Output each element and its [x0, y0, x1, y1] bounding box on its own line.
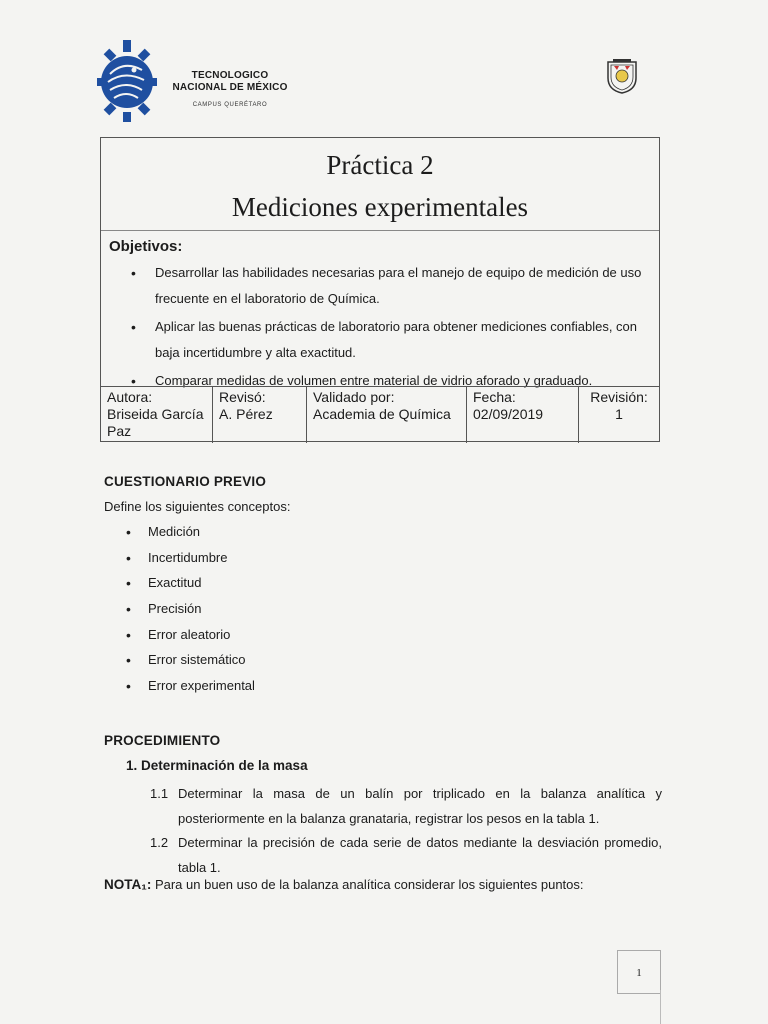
- validated-label: Validado por:: [313, 389, 395, 405]
- date-cell: [467, 387, 579, 443]
- document-metadata-table: [101, 386, 659, 443]
- step-1-1: [150, 781, 662, 831]
- step-1-2-number: 1.2: [150, 835, 169, 850]
- concept-item: • Incertidumbre: [120, 547, 255, 573]
- institution-name: [160, 70, 300, 108]
- institution-line-2: NACIONAL DE MÉXICO: [172, 82, 288, 93]
- reviewed-label: Revisó:: [219, 389, 266, 405]
- page-number: 1: [617, 950, 661, 994]
- objective-item: • Desarrollar las habilidades necesarias para el manejo de equipo de medición de uso frecuente en el laboratorio de Química.: [127, 260, 657, 312]
- questionnaire-intro: Define los siguientes conceptos:: [104, 499, 291, 514]
- procedure-heading: PROCEDIMIENTO: [104, 733, 221, 748]
- questionnaire-heading: CUESTIONARIO PREVIO: [104, 474, 267, 489]
- campus-name: CAMPUS QUERÉTARO: [192, 102, 268, 108]
- author-value: Briseida García Paz: [107, 406, 204, 439]
- objectives-heading: Objetivos:: [109, 238, 183, 255]
- header-divider: [101, 230, 659, 231]
- revision-value: 1: [615, 406, 623, 422]
- date-label: Fecha:: [473, 389, 516, 405]
- objective-item: • Comparar medidas de volumen entre material de vidrio aforado y graduado.: [127, 368, 657, 394]
- margin-line: [660, 990, 661, 1024]
- concept-item: • Medición: [120, 521, 255, 547]
- note-label: NOTA₁:: [104, 877, 152, 892]
- step-1-title: 1. Determinación de la masa: [126, 758, 308, 773]
- campus-crest-logo: [605, 56, 639, 94]
- practice-number: Práctica 2: [326, 150, 434, 180]
- reviewed-value: A. Pérez: [219, 406, 273, 422]
- practice-header-box: [100, 137, 660, 442]
- step-1-1-number: 1.1: [150, 786, 169, 801]
- date-value: 02/09/2019: [473, 406, 544, 422]
- note-1: [104, 877, 584, 892]
- concept-item: • Error aleatorio: [120, 624, 255, 650]
- step-1-1-text: Determinar la masa de un balín por triplicado en la balanza analítica y posteriormente en la balanza granataria, registrar los pesos en la tabla 1.: [178, 786, 662, 826]
- concept-item: • Precisión: [120, 598, 255, 624]
- institution-line-1: TECNOLOGICO: [191, 70, 269, 81]
- validated-value: Academia de Química: [313, 406, 451, 422]
- concept-item: • Error sistemático: [120, 649, 255, 675]
- concept-item: • Exactitud: [120, 572, 255, 598]
- author-label: Autora:: [107, 389, 153, 405]
- author-cell: [101, 387, 213, 443]
- objectives-list: [127, 260, 657, 396]
- step-1-2-text: Determinar la precisión de cada serie de datos mediante la desviación promedio, tabla 1.: [178, 835, 662, 875]
- objective-item: • Aplicar las buenas prácticas de laboratorio para obtener mediciones confiables, con baja incertidumbre y alta exactitud.: [127, 314, 657, 366]
- note-text: Para un buen uso de la balanza analítica considerar los siguientes puntos:: [151, 877, 584, 892]
- concept-item: • Error experimental: [120, 675, 255, 701]
- tecnm-logo: [96, 38, 158, 122]
- revision-label: Revisión:: [590, 389, 648, 405]
- practice-title: Mediciones experimentales: [231, 192, 529, 222]
- validated-cell: [307, 387, 467, 443]
- step-1-2: [150, 830, 662, 880]
- reviewed-cell: [213, 387, 307, 443]
- revision-cell: [579, 387, 659, 443]
- concepts-list: [120, 521, 255, 701]
